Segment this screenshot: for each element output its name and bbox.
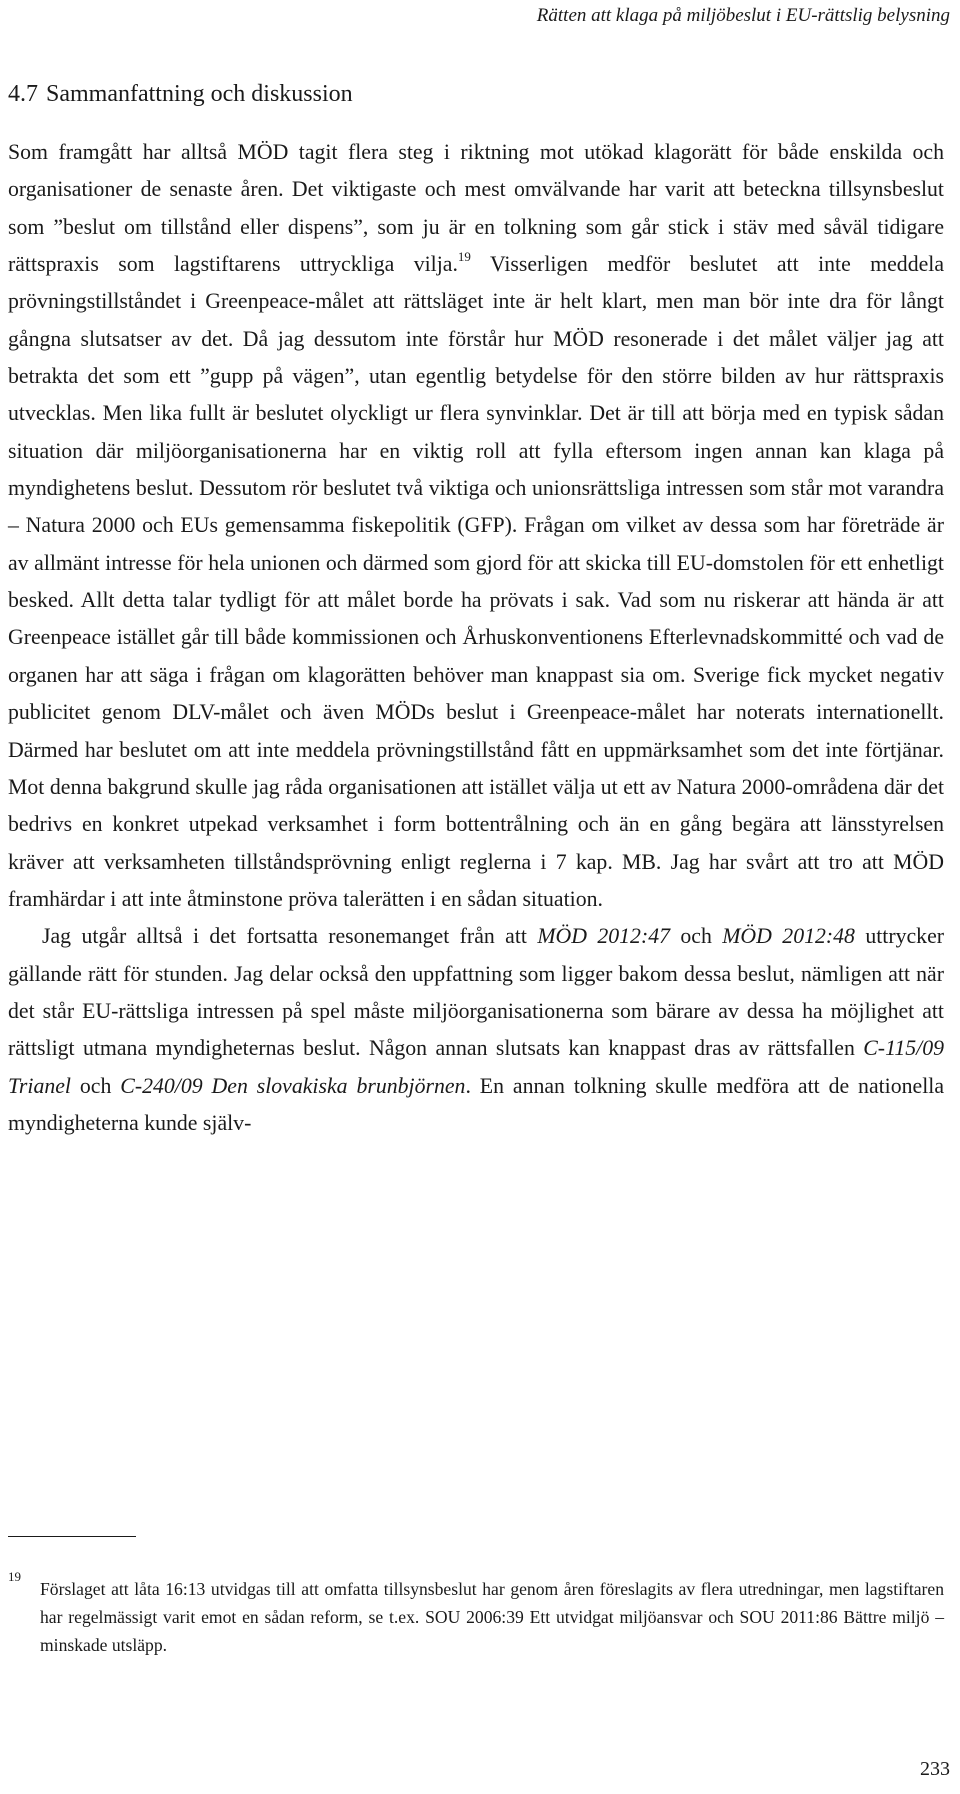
- section-heading: [8, 78, 353, 110]
- case-citation-mod-2012-48: MÖD 2012:48: [722, 924, 855, 949]
- paragraph-1-part-1: Som framgått har alltså MÖD tagit flera steg i riktning mot utökad klagorätt för både enskilda och organisationer de senaste åren. Det viktigaste och mest omvälvande har varit att beteckna tillsynsbeslut som ”beslut om tillstånd eller dispens”, som ju är en tolkning som går stick i stäv med såväl tidigare rättspraxis som lagstiftarens uttryckliga vilja.: [8, 140, 944, 277]
- footnote-reference[interactable]: 19: [457, 248, 471, 264]
- footnote-text: Förslaget att låta 16:13 utvidgas till att omfatta tillsynsbeslut har genom åren föreslagits av flera utredningar, men lagstiftaren har regelmässigt varit emot en sådan reform, se t.ex. SOU 2006:39 Ett utvidgat miljöansvar och SOU 2011:86 Bättre miljö – minskade utsläpp.: [40, 1579, 944, 1655]
- footnote-number: 19: [8, 1569, 21, 1584]
- paragraph-2-text-3: uttrycker gällande rätt för stunden. Jag delar också den uppfattning som ligger bakom dessa beslut, nämligen att när det står EU-rättsliga intressen på spel måste miljöorganisationerna som bärare av dessa ha möjlighet att rättsligt utmana myndigheternas beslut. Någon annan slutsats kan knappast dras av rättsfallen: [8, 924, 945, 1061]
- section-number: 4.7: [8, 81, 38, 107]
- footnote-19: [8, 1569, 944, 1659]
- paragraph-2-text-2: och: [670, 924, 723, 949]
- running-header: Rätten att klaga på miljöbeslut i EU-rättslig belysning: [536, 5, 950, 26]
- paragraph-2-text-5: . En annan tolkning skulle medföra att de nationella myndigheterna kunde själv-: [8, 1073, 944, 1135]
- footnote-divider: [8, 1536, 136, 1537]
- case-citation-brunbjornen: C-240/09 Den slovakiska brunbjörnen: [120, 1073, 466, 1098]
- paragraph-2-text-1: Jag utgår alltså i det fortsatta resonemanget från att: [42, 924, 538, 949]
- case-citation-mod-2012-47: MÖD 2012:47: [537, 924, 671, 949]
- paragraph-2-text-4: och: [71, 1073, 121, 1098]
- case-citation-trianel: C-115/09 Trianel: [8, 1036, 944, 1098]
- body-text: [8, 134, 944, 1142]
- page-number: 233: [920, 1758, 950, 1780]
- paragraph-1: [8, 134, 944, 918]
- paragraph-1-part-2: Visserligen medför beslutet att inte meddela prövningstillståndet i Greenpeace-målet att rättsläget inte är helt klart, men man bör inte dra för långt gångna slutsatser av det. Då jag dessutom inte förstår hur MÖD resonerade i det målet väljer jag att betrakta det som ett ”gupp på vägen”, utan egentlig betydelse för den större bilden av hur rättspraxis utvecklas. Men lika fullt är beslutet olyckligt ur flera synvinklar. Det är till att börja med en typisk sådan situation där miljöorganisationerna har en viktig roll att fylla eftersom ingen annan kan klaga på myndighetens beslut. Dessutom rör beslutet två viktiga och unionsrättsliga intressen som står mot varandra – Natura 2000 och EUs gemensamma fiskepolitik (GFP). Frågan om vilket av dessa som har företräde är av allmänt intresse för hela unionen och därmed som gjord för att skicka till EU-domstolen för ett enhetligt besked. Allt detta talar tydligt för att målet borde ha prövats i sak. Vad som nu riskerar att hända är att Greenpeace istället går till både kommissionen och Århuskonventionens Efterlevnadskommitté och vad de organen har att säga i frågan om klagorätten behöver man knappast sia om. Sverige fick mycket negativ publicitet genom DLV-målet och även MÖDs beslut i Greenpeace-målet har noterats internationellt. Därmed har beslutet om att inte meddela prövningstillstånd fått en uppmärksamhet som det inte förtjänar. Mot denna bakgrund skulle jag råda organisationen att istället välja ut ett av Natura 2000-områdena där det bedrivs en konkret utpekad verksamhet i form bottentrålning och än en gång begära att länsstyrelsen kräver att verksamheten tillståndsprövning enligt reglerna i 7 kap. MB. Jag har svårt att tro att MÖD framhärdar i att inte åtminstone pröva talerätten i en sådan situation.: [8, 252, 944, 911]
- paragraph-2: [8, 918, 944, 1142]
- section-title: Sammanfattning och diskussion: [46, 81, 353, 107]
